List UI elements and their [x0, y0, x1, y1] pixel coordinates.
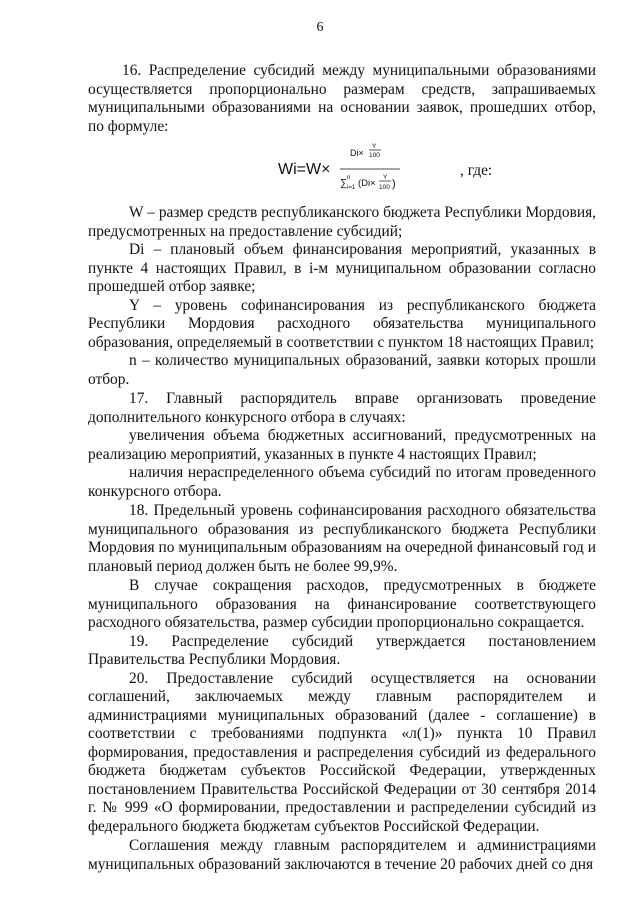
definition-y: Y – уровень софинансирования из республиканского бюджета Республики Мордовия расходного обязательства муниципального образования, определяемый в соответствии с пунктом 18 настоящих Правил; — [88, 296, 596, 351]
definition-d: Di – плановый объем финансирования мероприятий, указанных в пункте 4 настоящих Правил, в i-м муниципальном образовании согласно прошедшей отбор заявке; — [88, 241, 596, 295]
formula-den-lower: i=1 — [347, 185, 356, 191]
paragraph-20: 20. Предоставление субсидий осуществляется на основании соглашений, заключаемых между главным распорядителем и администрациями муниципальных образований (далее - соглашение) в соответствии с требованиями подпункта «л(1)» пункта 10 Правил формирования, предоставления и распределения субсидий из федерального бюджета бюджетам субъектов Российской Федерации, утвержденных постановлением Правительства Российской Федерации от 30 сентября 2014 г. № 999 «О формировании, предоставлении и распределении субсидий из федерального бюджета бюджетам субъектов Российской Федерации. — [88, 669, 596, 835]
definition-w: W – размер средств республиканского бюджета Республики Мордовия, предусмотренных на предоставление субсидий; — [88, 204, 596, 240]
formula-den-sum: ∑ — [340, 178, 348, 189]
formula-suffix: , где: — [460, 162, 493, 179]
paragraph-20-continued: Соглашения между главным распорядителем и администрациями муниципальных образований заключаются в течение 20 рабочих дней со дня — [88, 837, 596, 873]
paragraph-17: 17. Главный распорядитель вправе организовать проведение дополнительного конкурсного отбора в случаях: — [88, 390, 596, 426]
formula-den-d: (Di× — [358, 178, 376, 189]
paragraph-16: 16. Распределение субсидий между муниципальными образованиями осуществляется пропорционально размерам средств, запрашиваемых муниципальными образованиями на основании заявок, прошедших отбор, по формуле: — [88, 62, 596, 135]
formula-graphic — [278, 140, 458, 198]
formula-den-upper: n — [347, 175, 351, 181]
subsidy-formula — [88, 140, 596, 198]
formula-lhs: Wi=W× — [278, 161, 331, 178]
page-number: 6 — [316, 20, 324, 35]
formula-den-100: 100 — [379, 184, 390, 191]
definition-n: n – количество муниципальных образований, заявки которых прошли отбор. — [88, 352, 596, 388]
paragraph-19: 19. Распределение субсидий утверждается постановлением Правительства Республики Мордовия. — [88, 632, 596, 668]
document-body — [88, 62, 596, 874]
formula-num-d: Di× — [350, 148, 364, 158]
paragraph-17-case-2: наличия нераспределенного объема субсидий по итогам проведенного конкурсного отбора. — [88, 464, 596, 500]
paragraph-18: 18. Предельный уровень софинансирования расходного обязательства муниципального образования из республиканского бюджета Республики Мордовия по муниципальным образованиям на очередной финансовый год и плановый период должен быть не более 99,9%. — [88, 502, 596, 575]
formula-num-y: Y — [372, 143, 377, 150]
paragraph-18-continued: В случае сокращения расходов, предусмотренных в бюджете муниципального образования на финансирование соответствующего расходного обязательства, размер субсидии пропорционально сокращается. — [88, 577, 596, 631]
formula-den-y: Y — [383, 174, 388, 181]
paragraph-17-case-1: увеличения объема бюджетных ассигнований, предусмотренных на реализацию мероприятий, указанных в пункте 4 настоящих Правил; — [88, 427, 596, 463]
formula-num-100: 100 — [369, 152, 380, 159]
formula-den-close: ) — [392, 178, 396, 190]
